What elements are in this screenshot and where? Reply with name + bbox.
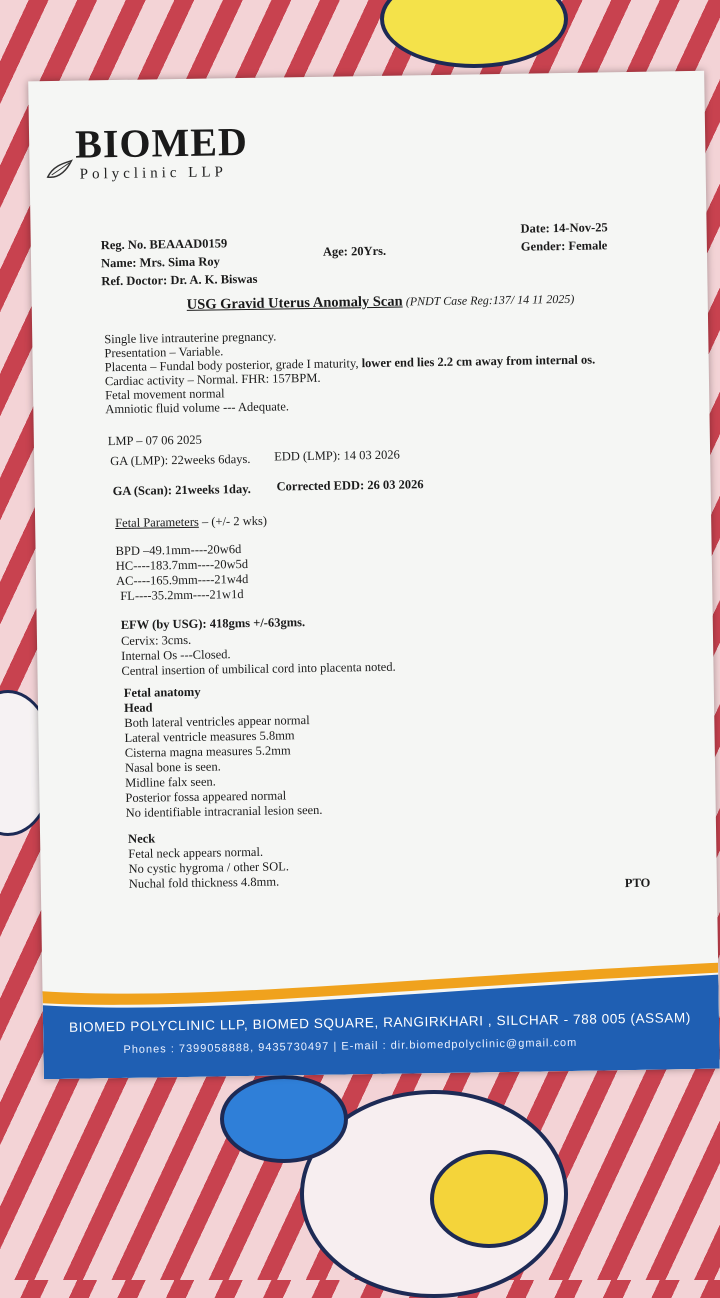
report-date: Date: 14-Nov-25 [520, 220, 608, 236]
background-pattern-blob [430, 1150, 548, 1248]
head-finding: Both lateral ventricles appear normal [124, 713, 310, 730]
head-finding: Lateral ventricle measures 5.8mm [124, 728, 295, 745]
background-pattern-blob [220, 1075, 348, 1163]
efw-line: Internal Os ---Closed. [121, 647, 231, 663]
placenta-text: Placenta – Fundal body posterior, grade I maturity, [104, 356, 359, 375]
corrected-edd: Corrected EDD: 26 03 2026 [276, 477, 424, 494]
patient-name: Name: Mrs. Sima Roy [100, 254, 220, 271]
ref-doctor: Ref. Doctor: Dr. A. K. Biswas [101, 271, 258, 289]
efw-line: Central insertion of umbilical cord into placenta noted. [121, 659, 396, 678]
finding-line: Presentation – Variable. [104, 344, 224, 361]
pto-label: PTO [624, 875, 651, 891]
placenta-bold-text: lower end lies 2.2 cm away from internal os. [361, 352, 596, 371]
fetal-param-row: AC----165.9mm----21w4d [115, 571, 249, 589]
head-finding: No identifiable intracranial lesion seen. [125, 802, 323, 820]
head-finding: Cisterna magna measures 5.2mm [124, 743, 291, 760]
fetal-params-heading-line [115, 514, 267, 531]
head-heading: Head [123, 700, 153, 715]
neck-finding: Fetal neck appears normal. [128, 844, 264, 861]
ga-lmp: GA (LMP): 22weeks 6days. [110, 451, 251, 469]
fetal-param-row: BPD –49.1mm----20w6d [115, 542, 242, 559]
finding-line: Single live intrauterine pregnancy. [104, 329, 277, 347]
edd-lmp: EDD (LMP): 14 03 2026 [274, 447, 400, 464]
head-finding: Midline falx seen. [125, 774, 216, 790]
patient-gender: Gender: Female [520, 238, 608, 254]
report-title-note: (PNDT Case Reg:137/ 14 11 2025) [405, 291, 575, 309]
ga-scan: GA (Scan): 21weeks 1day. [112, 481, 251, 499]
report-title: USG Gravid Uterus Anomaly Scan [186, 293, 403, 313]
lmp: LMP – 07 06 2025 [107, 432, 202, 449]
reg-no: Reg. No. BEAAAD0159 [100, 236, 228, 253]
fetal-param-row: FL----35.2mm----21w1d [120, 587, 244, 603]
brand-logo-text: BIOMED [74, 118, 249, 167]
efw: EFW (by USG): 418gms +/-63gms. [120, 615, 306, 632]
finding-line: Amniotic fluid volume --- Adequate. [105, 399, 290, 417]
neck-finding: No cystic hygroma / other SOL. [128, 859, 290, 876]
background-pattern-blob [380, 0, 568, 68]
finding-line: Cardiac activity – Normal. FHR: 157BPM. [104, 370, 321, 389]
brand-subtitle: Polyclinic LLP [79, 164, 228, 183]
head-finding: Nasal bone is seen. [124, 759, 221, 775]
report-title-line [187, 291, 575, 314]
efw-line: Cervix: 3cms. [120, 632, 192, 648]
letterhead-footer [42, 963, 720, 1080]
finding-line: Fetal movement normal [105, 386, 225, 403]
footer-address: BIOMED POLYCLINIC LLP, BIOMED SQUARE, RANGIRKHARI , SILCHAR - 788 005 (ASSAM) [68, 1010, 691, 1035]
patient-age: Age: 20Yrs. [322, 243, 387, 259]
neck-heading: Neck [128, 831, 156, 846]
neck-finding: Nuchal fold thickness 4.8mm. [128, 874, 280, 891]
footer-contact: Phones : 7399058888, 9435730497 | E-mail : dir.biomedpolyclinic@gmail.com [123, 1036, 578, 1056]
fetal-params-suffix: – (+/- 2 wks) [201, 513, 268, 529]
fetal-param-row: HC----183.7mm----20w5d [115, 556, 249, 574]
fetal-params-heading: Fetal Parameters [115, 514, 199, 531]
logo-leaf-icon [45, 157, 73, 185]
head-finding: Posterior fossa appeared normal [125, 788, 287, 805]
report-paper [28, 71, 720, 1079]
anatomy-heading: Fetal anatomy [123, 684, 201, 700]
